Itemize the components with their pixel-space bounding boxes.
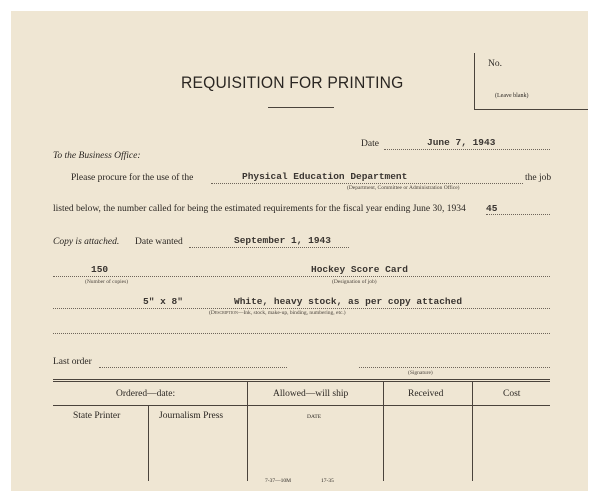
allowed-header: Allowed—will ship: [273, 389, 349, 399]
job-value[interactable]: Hockey Score Card: [311, 264, 408, 275]
date-line: [384, 149, 550, 150]
footer-code-2: 17-35: [321, 478, 334, 484]
description-caption-detail: —Ink, stock, make-up, binding, numbering, etc.): [237, 310, 346, 316]
form-title: REQUISITION FOR PRINTING: [181, 73, 404, 92]
date-wanted-value[interactable]: September 1, 1943: [234, 235, 331, 246]
department-line: [211, 183, 523, 184]
fiscal-year-value[interactable]: 45: [486, 203, 498, 214]
description-value[interactable]: White, heavy stock, as per copy attached: [234, 296, 463, 307]
last-order-line: [99, 367, 287, 368]
description-caption: (Description—Ink, stock, make-up, binding, numbering, etc.): [209, 310, 346, 316]
allowed-date-label: DATE: [307, 414, 322, 420]
table-top-border-1: [53, 379, 550, 380]
department-value[interactable]: Physical Education Department: [242, 171, 408, 182]
date-label: Date: [361, 139, 379, 149]
number-label: No.: [488, 59, 502, 69]
received-header: Received: [408, 389, 444, 399]
cost-header: Cost: [503, 389, 521, 399]
department-caption: (Department, Committee or Administration Office): [347, 185, 460, 191]
job-line: [197, 276, 550, 277]
title-underline: [268, 107, 334, 108]
to-business-office: To the Business Office:: [53, 151, 141, 161]
fiscal-year-line: [486, 214, 550, 215]
job-caption: (Designation of job): [332, 279, 377, 285]
journalism-press-header: Journalism Press: [159, 411, 224, 421]
table-col-divider-1: [247, 381, 248, 481]
table-sub-divider: [148, 405, 149, 481]
size-value[interactable]: 5" x 8": [143, 296, 183, 307]
copy-attached-text: Copy is attached.: [53, 237, 120, 247]
ordered-date-header: Ordered—date:: [116, 389, 176, 399]
table-col-divider-3: [472, 381, 473, 481]
copies-caption: (Number of copies): [85, 279, 129, 285]
date-wanted-line: [189, 247, 349, 248]
table-top-border-2: [53, 381, 550, 382]
footer-code-1: 7-37—10M: [265, 478, 291, 484]
table-header-divider: [53, 405, 550, 406]
listed-text: listed below, the number called for being the estimated requirements for the fiscal year ending June 30, 1934: [53, 204, 466, 214]
the-job-text: the job: [525, 173, 552, 183]
description-caption-label: Description: [210, 310, 238, 316]
copies-line: [53, 276, 197, 277]
signature-line: [359, 367, 550, 368]
extra-line: [53, 333, 550, 334]
number-box-bottom-border: [474, 109, 588, 110]
description-line: [53, 308, 550, 309]
state-printer-header: State Printer: [73, 411, 121, 421]
copies-value[interactable]: 150: [91, 264, 109, 275]
number-box-left-border: [474, 53, 475, 109]
table-col-divider-2: [383, 381, 384, 481]
leave-blank-caption: (Leave blank): [495, 93, 529, 99]
procure-text: Please procure for the use of the: [71, 173, 194, 183]
requisition-form: [11, 11, 588, 491]
date-value[interactable]: June 7, 1943: [427, 137, 496, 148]
date-wanted-label: Date wanted: [135, 237, 183, 247]
last-order-label: Last order: [53, 357, 92, 367]
signature-caption: (Signature): [408, 370, 433, 376]
